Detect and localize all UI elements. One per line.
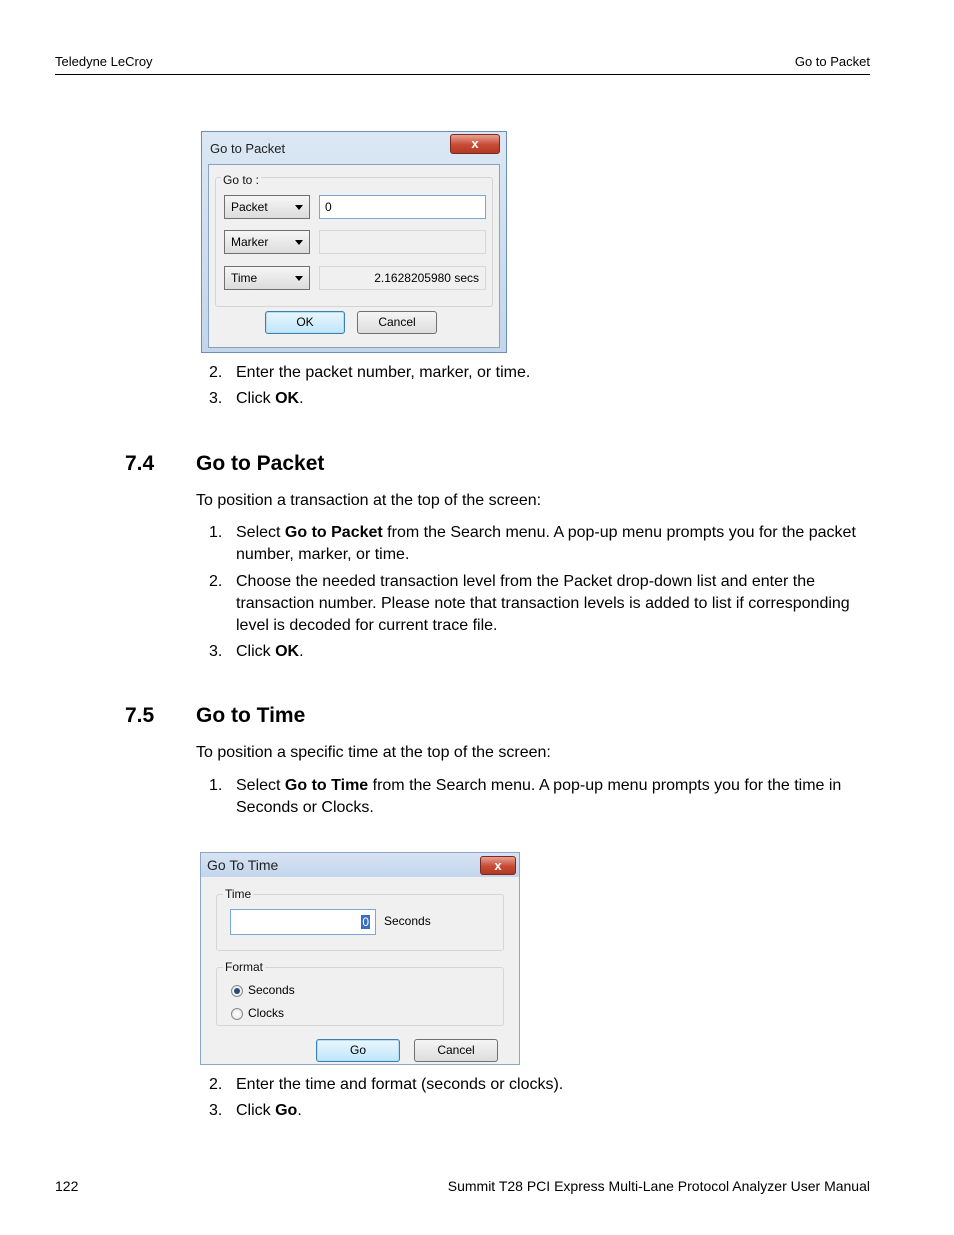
step-text: Click Go.	[236, 1102, 302, 1119]
chevron-down-icon	[295, 205, 303, 210]
chevron-down-icon	[295, 276, 303, 281]
section-intro: To position a transaction at the top of the screen:	[196, 492, 542, 509]
cancel-button[interactable]: Cancel	[414, 1039, 498, 1062]
time-input-value: 0	[362, 915, 369, 929]
header-left: Teledyne LeCroy	[55, 54, 153, 69]
section-title: Go to Time	[196, 704, 306, 727]
time-input[interactable]	[319, 266, 486, 290]
step-text: Choose the needed transaction level from the Packet drop-down list and enter the transaction number. Please note that transaction levels is added to list if corresponding level is decoded for current trace file.	[236, 573, 850, 634]
close-icon[interactable]: x	[450, 134, 500, 154]
step-number: 1.	[209, 777, 223, 794]
step-text: Select Go to Time from the Search menu. A pop-up menu prompts you for the time in Seconds or Clocks.	[236, 777, 842, 816]
step-text: Click OK.	[236, 390, 304, 407]
go-button[interactable]: Go	[316, 1039, 400, 1062]
section-number: 7.5	[125, 704, 155, 727]
step-number: 2.	[209, 1076, 223, 1093]
packet-input[interactable]	[319, 195, 486, 219]
ok-button[interactable]: OK	[265, 311, 345, 334]
seconds-radio-label[interactable]: Seconds	[248, 983, 295, 997]
time-unit-label: Seconds	[384, 914, 431, 928]
time-combo[interactable]	[224, 266, 310, 290]
step-text: Enter the packet number, marker, or time.	[236, 364, 531, 381]
marker-combo-label: Marker	[231, 235, 269, 249]
format-group-label: Format	[225, 960, 264, 974]
step-number: 3.	[209, 390, 223, 407]
go-to-label: Go to :	[223, 173, 260, 187]
clocks-radio[interactable]	[231, 1008, 243, 1020]
cancel-button[interactable]: Cancel	[357, 311, 437, 334]
step-number: 1.	[209, 524, 223, 541]
step-text: Click OK.	[236, 643, 304, 660]
packet-input-value: 0	[325, 200, 332, 214]
step-number: 3.	[209, 1102, 223, 1119]
section-intro: To position a specific time at the top of the screen:	[196, 744, 551, 761]
section-number: 7.4	[125, 452, 155, 475]
step-number: 2.	[209, 573, 223, 590]
manual-title: Summit T28 PCI Express Multi-Lane Protocol Analyzer User Manual	[447, 1178, 870, 1194]
marker-combo[interactable]	[224, 230, 310, 254]
packet-combo[interactable]	[224, 195, 310, 219]
header-right: Go to Packet	[794, 54, 870, 69]
time-input-value: 2.1628205980 secs	[374, 271, 479, 285]
section-title: Go to Packet	[196, 452, 325, 475]
chevron-down-icon	[295, 240, 303, 245]
step-text: Select Go to Packet from the Search menu. A pop-up menu prompts you for the packet number, marker, or time.	[236, 524, 856, 563]
dialog-body	[208, 164, 500, 348]
close-icon[interactable]: x	[480, 856, 516, 875]
step-text: Enter the time and format (seconds or clocks).	[236, 1076, 564, 1093]
time-combo-label: Time	[231, 271, 258, 285]
go-to-time-dialog	[200, 852, 520, 1065]
header-rule	[55, 74, 870, 75]
seconds-radio[interactable]	[231, 985, 243, 997]
time-group-label: Time	[225, 887, 252, 901]
marker-input[interactable]	[319, 230, 486, 254]
clocks-radio-label[interactable]: Clocks	[248, 1006, 285, 1020]
step-number: 3.	[209, 643, 223, 660]
page-number: 122	[55, 1178, 79, 1194]
dialog-title: Go To Time	[207, 857, 279, 873]
step-number: 2.	[209, 364, 223, 381]
packet-combo-label: Packet	[231, 200, 268, 214]
time-input[interactable]	[230, 909, 376, 935]
go-to-packet-dialog	[201, 131, 507, 353]
dialog-title: Go to Packet	[210, 141, 286, 156]
